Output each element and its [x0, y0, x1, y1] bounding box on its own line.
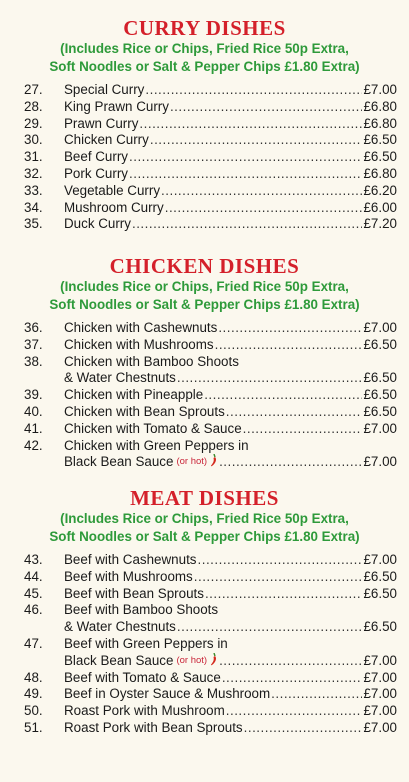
- menu-item: [0, 337, 409, 354]
- menu-item: [0, 216, 409, 233]
- item-line: [64, 602, 397, 619]
- item-number: 48.: [24, 669, 43, 685]
- item-name: Chicken with Bean Sprouts: [64, 403, 225, 419]
- item-line: [64, 438, 397, 455]
- dot-leader: [150, 132, 363, 149]
- item-price: £6.80: [363, 165, 397, 181]
- item-number: 44.: [24, 568, 43, 584]
- item-price: £7.00: [363, 686, 397, 702]
- item-line: [64, 686, 397, 703]
- item-line: [64, 82, 397, 99]
- menu-item: [0, 200, 409, 217]
- menu-item: [0, 387, 409, 404]
- item-line: [64, 216, 397, 233]
- item-name-continued: & Water Chestnuts: [64, 619, 176, 635]
- section-subtitle-line: (Includes Rice or Chips, Fried Rice 50p Extra,: [60, 279, 349, 294]
- dot-leader: [222, 670, 363, 687]
- item-number: 41.: [24, 420, 43, 436]
- item-name: Duck Curry: [64, 216, 131, 232]
- menu-item: [0, 421, 409, 438]
- menu-item: [0, 552, 409, 569]
- item-price: £6.50: [363, 403, 397, 419]
- item-price: £6.80: [363, 115, 397, 131]
- item-name: Beef in Oyster Sauce & Mushroom: [64, 686, 271, 702]
- item-price: £6.50: [363, 619, 397, 635]
- menu-item: [0, 99, 409, 116]
- dot-leader: [161, 183, 362, 200]
- item-line: [64, 703, 397, 720]
- menu-item: [0, 686, 409, 703]
- menu-item-continuation: [0, 653, 409, 670]
- dot-leader: [271, 686, 362, 703]
- item-price: £6.50: [363, 568, 397, 584]
- chili-pepper-icon: [209, 653, 218, 666]
- item-price: £6.80: [363, 98, 397, 114]
- chili-pepper-icon: [209, 454, 218, 467]
- menu-item: [0, 183, 409, 200]
- item-price: £6.50: [363, 336, 397, 352]
- item-line: [64, 387, 397, 404]
- item-number: 30.: [24, 132, 43, 148]
- item-number: 47.: [24, 635, 43, 651]
- item-number: 35.: [24, 216, 43, 232]
- dot-leader: [129, 166, 362, 183]
- item-name: Pork Curry: [64, 165, 128, 181]
- dot-leader: [145, 82, 362, 99]
- curry-dishes-section: [0, 16, 409, 233]
- item-number: 37.: [24, 336, 43, 352]
- section-title: CURRY DISHES: [123, 16, 286, 40]
- hot-option-note: (or hot): [176, 654, 208, 666]
- item-name: Beef with Tomato & Sauce: [64, 669, 221, 685]
- dot-leader: [226, 703, 363, 720]
- item-number: 38.: [24, 353, 43, 369]
- item-price: £6.50: [363, 132, 397, 148]
- item-number: 32.: [24, 165, 43, 181]
- item-price: £6.50: [363, 387, 397, 403]
- menu-item-list: [0, 82, 409, 233]
- item-line: [64, 200, 397, 217]
- item-name: Mushroom Curry: [64, 199, 164, 215]
- item-number: 29.: [24, 115, 43, 131]
- dot-leader: [205, 586, 363, 603]
- dot-leader: [244, 720, 363, 737]
- item-line: [64, 166, 397, 183]
- item-price: £7.00: [363, 454, 397, 470]
- item-name: King Prawn Curry: [64, 98, 169, 114]
- section-subtitle-line: Soft Noodles or Salt & Pepper Chips £1.80 Extra): [49, 529, 360, 544]
- menu-item: [0, 166, 409, 183]
- dot-leader: [177, 370, 363, 387]
- section-subtitle-line: Soft Noodles or Salt & Pepper Chips £1.80 Extra): [49, 297, 360, 312]
- dot-leader: [132, 216, 363, 233]
- item-price: £7.00: [363, 669, 397, 685]
- item-name: Chicken with Green Peppers in: [64, 437, 249, 453]
- item-line: [64, 370, 397, 387]
- item-price: £7.00: [363, 703, 397, 719]
- menu-item: [0, 354, 409, 371]
- menu-item: [0, 586, 409, 603]
- item-name: Beef with Bamboo Shoots: [64, 602, 219, 618]
- item-number: 39.: [24, 387, 43, 403]
- item-number: 43.: [24, 552, 43, 567]
- item-number: 28.: [24, 98, 43, 114]
- item-number: 49.: [24, 686, 43, 702]
- dot-leader: [170, 99, 363, 116]
- dot-leader: [219, 653, 362, 670]
- hot-option-note: (or hot): [176, 456, 208, 468]
- item-number: 34.: [24, 199, 43, 215]
- item-number: 31.: [24, 149, 43, 165]
- item-name-continued: Black Bean Sauce: [64, 652, 174, 668]
- item-number: 40.: [24, 403, 43, 419]
- menu-item: [0, 404, 409, 421]
- item-line: [64, 354, 397, 371]
- item-price: £7.00: [363, 552, 397, 567]
- menu-item-list: [0, 320, 409, 471]
- meat-dishes-section: [0, 486, 409, 737]
- menu-item: [0, 320, 409, 337]
- item-price: £6.50: [363, 149, 397, 165]
- item-line: [64, 454, 397, 471]
- item-number: 51.: [24, 719, 43, 735]
- dot-leader: [204, 387, 362, 404]
- item-number: 45.: [24, 585, 43, 601]
- item-price: £6.50: [363, 585, 397, 601]
- menu-item-list: [0, 552, 409, 737]
- menu-item: [0, 149, 409, 166]
- dot-leader: [215, 337, 363, 354]
- item-name: Beef with Cashewnuts: [64, 552, 197, 567]
- menu-item: [0, 116, 409, 133]
- item-number: 33.: [24, 182, 43, 198]
- dot-leader: [243, 421, 363, 438]
- item-price: £7.20: [363, 216, 397, 232]
- item-name: Chicken with Bamboo Shoots: [64, 353, 239, 369]
- dot-leader: [165, 200, 363, 217]
- item-line: [64, 132, 397, 149]
- dot-leader: [177, 619, 363, 636]
- section-title: CHICKEN DISHES: [109, 254, 300, 278]
- item-line: [64, 183, 397, 200]
- item-line: [64, 99, 397, 116]
- section-title: MEAT DISHES: [130, 486, 279, 510]
- item-line: [64, 552, 397, 569]
- item-line: [64, 404, 397, 421]
- item-line: [64, 337, 397, 354]
- dot-leader: [129, 149, 362, 166]
- item-name: Beef with Green Peppers in: [64, 635, 228, 651]
- item-price: £7.00: [363, 420, 397, 436]
- menu-item-continuation: [0, 454, 409, 471]
- item-number: 27.: [24, 82, 43, 97]
- item-name: Vegetable Curry: [64, 182, 161, 198]
- menu-item: [0, 703, 409, 720]
- dot-leader: [226, 404, 363, 421]
- item-name: Roast Pork with Mushroom: [64, 703, 225, 719]
- dot-leader: [219, 454, 362, 471]
- item-price: £7.00: [363, 652, 397, 668]
- menu-item: [0, 670, 409, 687]
- item-number: 36.: [24, 320, 43, 335]
- menu-item: [0, 132, 409, 149]
- item-name: Beef with Mushrooms: [64, 568, 193, 584]
- menu-item-continuation: [0, 619, 409, 636]
- item-number: 42.: [24, 437, 43, 453]
- item-line: [64, 619, 397, 636]
- menu-item: [0, 720, 409, 737]
- item-line: [64, 670, 397, 687]
- item-line: [64, 116, 397, 133]
- item-line: [64, 149, 397, 166]
- dot-leader: [139, 116, 362, 133]
- item-name-continued: Black Bean Sauce: [64, 454, 174, 470]
- item-name: Beef with Bean Sprouts: [64, 585, 204, 601]
- item-line: [64, 569, 397, 586]
- dot-leader: [194, 569, 363, 586]
- section-subtitle-line: (Includes Rice or Chips, Fried Rice 50p Extra,: [60, 41, 349, 56]
- menu-item: [0, 636, 409, 653]
- menu-item: [0, 569, 409, 586]
- item-price: £7.00: [363, 719, 397, 735]
- item-number: 50.: [24, 703, 43, 719]
- item-line: [64, 636, 397, 653]
- item-price: £7.00: [363, 82, 397, 97]
- section-subtitle-line: (Includes Rice or Chips, Fried Rice 50p Extra,: [60, 511, 349, 526]
- item-name: Roast Pork with Bean Sprouts: [64, 719, 243, 735]
- item-name: Chicken with Cashewnuts: [64, 320, 218, 335]
- item-number: 46.: [24, 602, 43, 618]
- item-name: Chicken with Pineapple: [64, 387, 204, 403]
- item-name: Special Curry: [64, 82, 145, 97]
- section-subtitle-line: Soft Noodles or Salt & Pepper Chips £1.80 Extra): [49, 59, 360, 74]
- dot-leader: [218, 320, 362, 337]
- item-price: £6.50: [363, 370, 397, 386]
- item-name: Beef Curry: [64, 149, 128, 165]
- menu-item: [0, 438, 409, 455]
- item-line: [64, 320, 397, 337]
- item-price: £7.00: [363, 320, 397, 335]
- item-price: £6.20: [363, 182, 397, 198]
- menu-item-continuation: [0, 370, 409, 387]
- menu-item: [0, 82, 409, 99]
- item-price: £6.00: [363, 199, 397, 215]
- item-name: Chicken with Mushrooms: [64, 336, 214, 352]
- item-name: Prawn Curry: [64, 115, 139, 131]
- item-name: Chicken with Tomato & Sauce: [64, 420, 242, 436]
- dot-leader: [198, 552, 363, 569]
- item-line: [64, 720, 397, 737]
- item-name-continued: & Water Chestnuts: [64, 370, 176, 386]
- item-line: [64, 653, 397, 670]
- item-line: [64, 421, 397, 438]
- menu-item: [0, 602, 409, 619]
- item-line: [64, 586, 397, 603]
- chicken-dishes-section: [0, 254, 409, 471]
- item-name: Chicken Curry: [64, 132, 149, 148]
